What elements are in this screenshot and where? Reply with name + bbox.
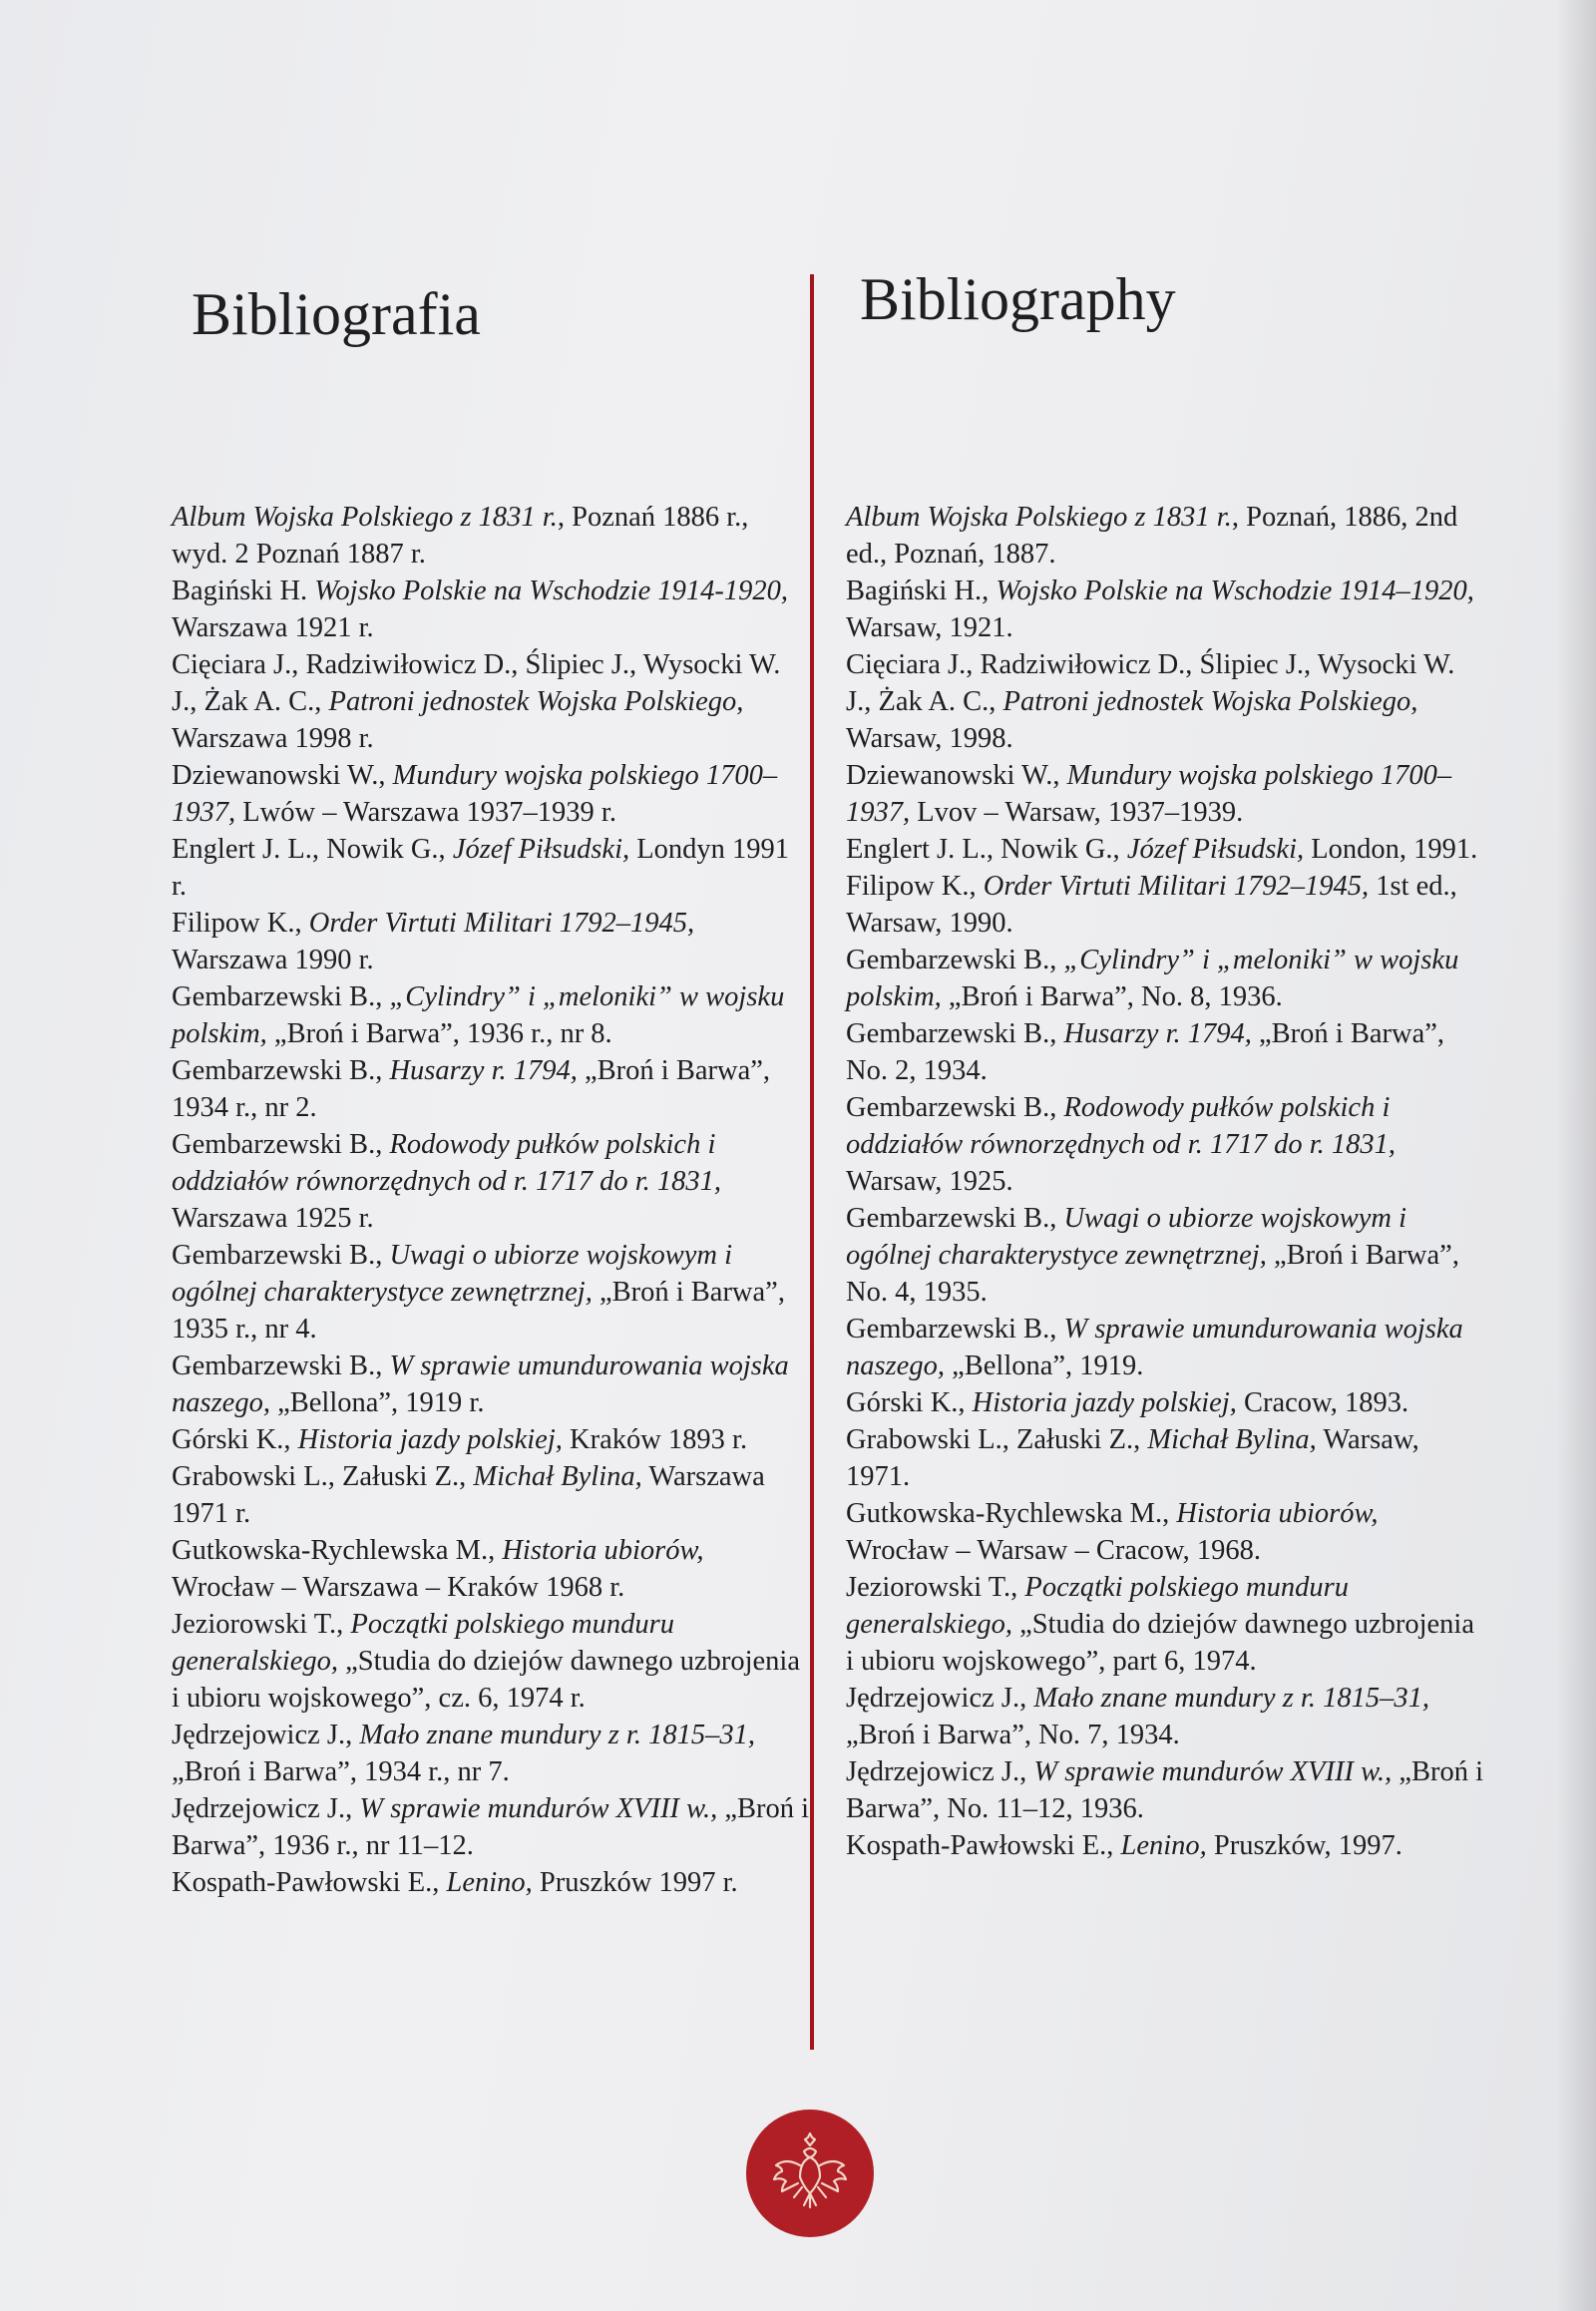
entry-title: Mało znane mundury z r. 1815–31, bbox=[359, 1720, 755, 1750]
entry-author: Gembarzewski B., bbox=[172, 981, 390, 1012]
entry-details: „Bellona”, 1919 r. bbox=[269, 1387, 485, 1418]
entry-details: Warszawa 1921 r. bbox=[172, 612, 374, 643]
entry-title: Mundury wojska polskiego 1700–1937, bbox=[172, 760, 778, 828]
entry-title: Lenino, bbox=[446, 1867, 533, 1898]
bibliography-entry bbox=[846, 1200, 1484, 1311]
entry-author: Gembarzewski B., bbox=[846, 1018, 1064, 1049]
entry-author: Bagiński H. bbox=[172, 576, 315, 606]
entry-title: Album Wojska Polskiego z 1831 r. bbox=[846, 502, 1232, 533]
bibliography-entry bbox=[172, 499, 810, 573]
bibliography-entry bbox=[846, 1089, 1484, 1200]
bibliography-entry bbox=[172, 1458, 810, 1532]
entry-title: Historia ubiorów, bbox=[502, 1535, 704, 1566]
entry-title: Historia jazdy polskiej, bbox=[972, 1387, 1237, 1418]
bibliography-entry bbox=[172, 978, 810, 1052]
entry-details: 1st ed., Warsaw, 1990. bbox=[846, 871, 1457, 939]
entry-details: Warszawa 1998 r. bbox=[172, 723, 374, 754]
entry-author: Filipow K., bbox=[172, 908, 309, 939]
entry-details: , Poznań, 1886, 2nd ed., Poznań, 1887. bbox=[846, 502, 1458, 570]
bibliography-entry bbox=[846, 573, 1484, 646]
entry-details: „Studia do dziejów dawnego uzbrojenia i ubioru wojskowego”, part 6, 1974. bbox=[846, 1609, 1474, 1677]
entry-title: Mało znane mundury z r. 1815–31, bbox=[1033, 1683, 1429, 1714]
entry-details: Warszawa 1925 r. bbox=[172, 1203, 374, 1234]
entry-author: Górski K., bbox=[846, 1387, 973, 1418]
entry-title: Mundury wojska polskiego 1700–1937, bbox=[846, 760, 1452, 828]
bibliography-entry bbox=[172, 1421, 810, 1458]
bibliography-entry bbox=[846, 1384, 1484, 1421]
entry-author: Kospath-Pawłowski E., bbox=[172, 1867, 447, 1898]
entry-title: Józef Piłsudski, bbox=[452, 834, 630, 865]
bibliography-entry bbox=[846, 646, 1484, 757]
entry-details: „Broń i Barwa”, No. 11–12, 1936. bbox=[846, 1756, 1484, 1824]
entry-author: Jędrzejowicz J., bbox=[172, 1793, 360, 1824]
entry-title: Rodowody pułków polskich i oddziałów równorzędnych od r. 1717 do r. 1831, bbox=[172, 1129, 722, 1197]
column-divider bbox=[810, 274, 814, 2050]
entry-title: „Cylindry” i „meloniki” w wojsku polskim, bbox=[172, 981, 785, 1049]
entry-title: „Cylindry” i „meloniki” w wojsku polskim, bbox=[846, 945, 1459, 1012]
bibliography-entry bbox=[172, 1126, 810, 1237]
white-eagle-emblem-icon bbox=[746, 2110, 874, 2237]
entry-details: London, 1991. bbox=[1304, 834, 1478, 865]
bibliography-entry bbox=[846, 831, 1484, 868]
bibliography-entry bbox=[172, 573, 810, 646]
entry-details: Pruszków, 1997. bbox=[1206, 1830, 1402, 1861]
entry-author: Jędrzejowicz J., bbox=[172, 1720, 360, 1750]
entry-title: W sprawie umundurowania wojska naszego, bbox=[172, 1350, 789, 1418]
bibliography-entry bbox=[172, 1790, 810, 1864]
entry-details: Warsaw, 1925. bbox=[846, 1166, 1013, 1197]
bibliography-entry bbox=[846, 1421, 1484, 1495]
entry-title: Józef Piłsudski, bbox=[1126, 834, 1305, 865]
bibliography-entry bbox=[172, 1532, 810, 1606]
bibliography-entry bbox=[172, 905, 810, 978]
heading-english: Bibliography bbox=[860, 266, 1176, 332]
entry-details: „Broń i Barwa”, No. 2, 1934. bbox=[846, 1018, 1444, 1086]
entry-author: Cięciara J., Radziwiłowicz D., Ślipiec J., Wysocki W. J., Żak A. C., bbox=[172, 649, 781, 717]
entry-author: Englert J. L., Nowik G., bbox=[846, 834, 1127, 865]
bibliography-entry bbox=[846, 1311, 1484, 1384]
entry-title: Order Virtuti Militari 1792–1945, bbox=[308, 908, 695, 939]
entry-author: Gembarzewski B., bbox=[846, 1314, 1064, 1345]
entry-title: Uwagi o ubiorze wojskowym i ogólnej charakterystyce zewnętrznej, bbox=[846, 1203, 1407, 1271]
entry-details: Lwów – Warszawa 1937–1939 r. bbox=[235, 797, 616, 828]
entry-details: Warszawa 1971 r. bbox=[172, 1461, 765, 1529]
bibliography-entry bbox=[846, 1569, 1484, 1680]
entry-title: W sprawie mundurów XVIII w., bbox=[1033, 1756, 1393, 1787]
entry-author: Gembarzewski B., bbox=[172, 1350, 390, 1381]
entry-author: Englert J. L., Nowik G., bbox=[172, 834, 453, 865]
entry-author: Jędrzejowicz J., bbox=[846, 1683, 1034, 1714]
entry-title: Uwagi o ubiorze wojskowym i ogólnej charakterystyce zewnętrznej, bbox=[172, 1240, 733, 1308]
entry-author: Dziewanowski W., bbox=[172, 760, 393, 791]
bibliography-entry bbox=[846, 868, 1484, 942]
entry-title: Patroni jednostek Wojska Polskiego, bbox=[328, 686, 744, 717]
bibliography-entry bbox=[846, 1753, 1484, 1827]
entry-title: Lenino, bbox=[1120, 1830, 1207, 1861]
entry-title: Patroni jednostek Wojska Polskiego, bbox=[1002, 686, 1418, 717]
entry-details: Kraków 1893 r. bbox=[562, 1424, 748, 1455]
entry-title: Michał Bylina, bbox=[1147, 1424, 1317, 1455]
heading-polish: Bibliografia bbox=[192, 281, 481, 347]
entry-author: Bagiński H., bbox=[846, 576, 997, 606]
entry-author: Górski K., bbox=[172, 1424, 298, 1455]
entry-details: „Broń i Barwa”, 1935 r., nr 4. bbox=[172, 1277, 785, 1345]
entry-details: Warsaw, 1998. bbox=[846, 723, 1013, 754]
entry-author: Gembarzewski B., bbox=[846, 945, 1064, 975]
entry-author: Jędrzejowicz J., bbox=[846, 1756, 1034, 1787]
entry-author: Cięciara J., Radziwiłowicz D., Ślipiec J., Wysocki W. J., Żak A. C., bbox=[846, 649, 1455, 717]
bibliography-entry bbox=[846, 499, 1484, 573]
entry-details: „Broń i Barwa”, No. 4, 1935. bbox=[846, 1240, 1459, 1308]
entry-author: Filipow K., bbox=[846, 871, 984, 902]
entry-title: Początki polskiego munduru generalskiego, bbox=[846, 1572, 1349, 1640]
page-edge-shadow bbox=[1556, 0, 1596, 2311]
entry-author: Gutkowska-Rychlewska M., bbox=[172, 1535, 503, 1566]
entry-author: Grabowski L., Załuski Z., bbox=[172, 1461, 474, 1492]
bibliography-entry bbox=[172, 831, 810, 905]
entry-title: Husarzy r. 1794, bbox=[389, 1055, 578, 1086]
entry-details: Lvov – Warsaw, 1937–1939. bbox=[910, 797, 1244, 828]
bibliography-entry bbox=[846, 942, 1484, 1015]
entry-details: „Broń i Barwa”, No. 7, 1934. bbox=[846, 1720, 1180, 1750]
entry-title: Album Wojska Polskiego z 1831 r. bbox=[172, 502, 558, 533]
entry-title: Husarzy r. 1794, bbox=[1063, 1018, 1252, 1049]
entry-title: Historia ubiorów, bbox=[1176, 1498, 1379, 1529]
eagle-icon bbox=[760, 2123, 860, 2223]
entry-details: Warszawa 1990 r. bbox=[172, 945, 374, 975]
bibliography-list-english bbox=[846, 499, 1484, 1864]
entry-author: Gutkowska-Rychlewska M., bbox=[846, 1498, 1177, 1529]
entry-details: Pruszków 1997 r. bbox=[532, 1867, 738, 1898]
entry-details: „Broń i Barwa”, 1934 r., nr 2. bbox=[172, 1055, 770, 1123]
entry-details: Londyn 1991 r. bbox=[172, 834, 790, 902]
entry-title: Wojsko Polskie na Wschodzie 1914-1920, bbox=[314, 576, 788, 606]
entry-details: „Studia do dziejów dawnego uzbrojenia i ubioru wojskowego”, cz. 6, 1974 r. bbox=[172, 1646, 800, 1714]
entry-author: Gembarzewski B., bbox=[172, 1055, 390, 1086]
entry-details: „Broń i Barwa”, 1936 r., nr 8. bbox=[266, 1018, 612, 1049]
bibliography-list-polish bbox=[172, 499, 810, 1901]
entry-title: Początki polskiego munduru generalskiego, bbox=[172, 1609, 674, 1677]
entry-title: Rodowody pułków polskich i oddziałów równorzędnych od r. 1717 do r. 1831, bbox=[846, 1092, 1396, 1160]
entry-details: Wrocław – Warsaw – Cracow, 1968. bbox=[846, 1535, 1262, 1566]
bibliography-entry bbox=[846, 1680, 1484, 1753]
entry-details: Wrocław – Warszawa – Kraków 1968 r. bbox=[172, 1572, 625, 1603]
bibliography-entry bbox=[172, 757, 810, 831]
entry-author: Grabowski L., Załuski Z., bbox=[846, 1424, 1148, 1455]
entry-author: Kospath-Pawłowski E., bbox=[846, 1830, 1121, 1861]
entry-title: Order Virtuti Militari 1792–1945, bbox=[983, 871, 1370, 902]
entry-title: Michał Bylina, bbox=[473, 1461, 642, 1492]
bibliography-entry bbox=[172, 1606, 810, 1717]
bibliography-entry bbox=[172, 1864, 810, 1901]
entry-author: Gembarzewski B., bbox=[172, 1129, 390, 1160]
entry-title: Historia jazdy polskiej, bbox=[297, 1424, 563, 1455]
bibliography-entry bbox=[172, 1237, 810, 1348]
entry-details: Cracow, 1893. bbox=[1236, 1387, 1409, 1418]
entry-details: „Bellona”, 1919. bbox=[944, 1350, 1144, 1381]
entry-details: Warsaw, 1921. bbox=[846, 612, 1013, 643]
bibliography-entry bbox=[172, 1052, 810, 1126]
entry-author: Dziewanowski W., bbox=[846, 760, 1067, 791]
bibliography-entry bbox=[846, 1495, 1484, 1569]
entry-details: , Poznań 1886 r., wyd. 2 Poznań 1887 r. bbox=[172, 502, 749, 570]
bibliography-entry bbox=[172, 646, 810, 757]
entry-author: Jeziorowski T., bbox=[846, 1572, 1025, 1603]
bibliography-entry bbox=[846, 757, 1484, 831]
bibliography-entry bbox=[846, 1015, 1484, 1089]
bibliography-entry bbox=[172, 1348, 810, 1421]
entry-title: W sprawie mundurów XVIII w., bbox=[359, 1793, 718, 1824]
entry-author: Gembarzewski B., bbox=[846, 1203, 1064, 1234]
entry-title: Wojsko Polskie na Wschodzie 1914–1920, bbox=[996, 576, 1474, 606]
entry-details: „Broń i Barwa”, 1934 r., nr 7. bbox=[172, 1756, 510, 1787]
bibliography-entry bbox=[172, 1717, 810, 1790]
entry-author: Gembarzewski B., bbox=[846, 1092, 1064, 1123]
entry-author: Jeziorowski T., bbox=[172, 1609, 351, 1640]
entry-details: „Broń i Barwa”, No. 8, 1936. bbox=[941, 981, 1283, 1012]
entry-details: Warsaw, 1971. bbox=[846, 1424, 1419, 1492]
bibliography-entry bbox=[846, 1827, 1484, 1864]
entry-author: Gembarzewski B., bbox=[172, 1240, 390, 1271]
entry-title: W sprawie umundurowania wojska naszego, bbox=[846, 1314, 1463, 1381]
entry-details: „Broń i Barwa”, 1936 r., nr 11–12. bbox=[172, 1793, 810, 1861]
